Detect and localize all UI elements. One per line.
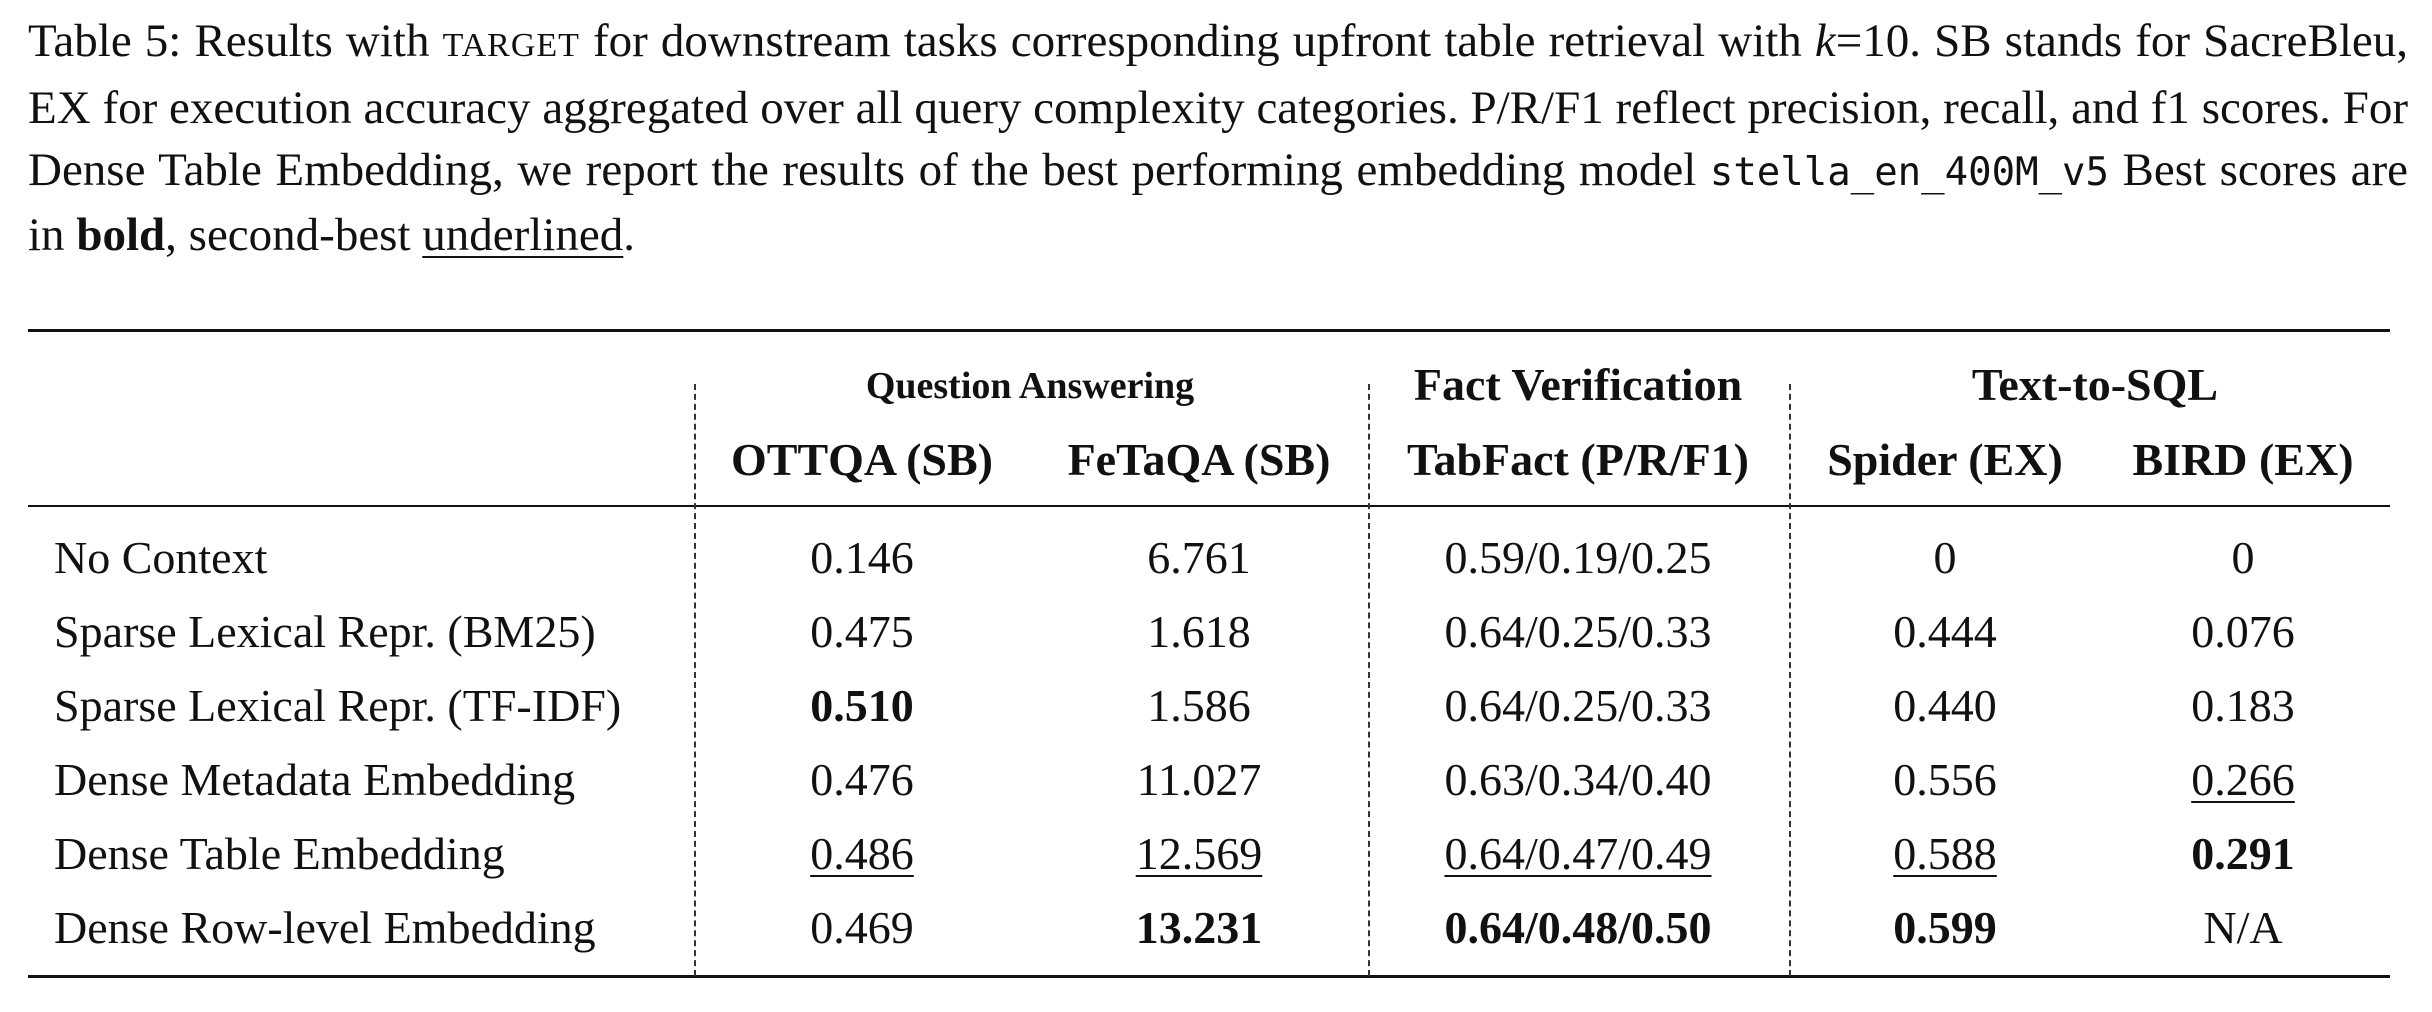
table-cell: 0.64/0.25/0.33 [1444,680,1712,731]
column-header: BIRD (EX) [2132,434,2354,485]
underlined-word: underlined [422,209,624,261]
caption-text-2: for downstream tasks corresponding upfront table retrieval with [579,15,1815,67]
row-label: Sparse Lexical Repr. (TF-IDF) [54,680,622,731]
column-header: OTTQA (SB) [730,434,994,485]
caption-text-6: . [623,209,636,261]
caption-text-1: Results with [181,15,443,67]
table-cell: 0 [1933,532,1957,583]
column-header: TabFact (P/R/F1) [1407,434,1749,485]
table-cell: 0.599 [1893,902,1997,953]
table-cell: 0.469 [810,902,914,953]
table-cell: 0.266 [2191,754,2295,805]
table-label: Table 5: [28,15,182,67]
column-header: Spider (EX) [1827,434,2063,485]
table-cell: 0.476 [810,754,914,805]
column-separator [694,384,696,976]
table-cell: 0.440 [1893,680,1997,731]
table-cell: 0.59/0.19/0.25 [1444,532,1712,583]
table-bottom-rule [28,975,2390,978]
row-label: Sparse Lexical Repr. (BM25) [54,606,596,657]
column-separator [1789,384,1791,976]
table-cell: 0.64/0.25/0.33 [1444,606,1712,657]
bold-word: bold [76,209,166,261]
table-header-rule [28,505,2390,507]
table-cell: N/A [2203,902,2283,953]
table-cell: 0.63/0.34/0.40 [1444,754,1712,805]
table-cell: 0.510 [810,680,914,731]
table-cell: 0.588 [1893,828,1997,879]
table-cell: 0.146 [810,532,914,583]
table-cell: 0.64/0.48/0.50 [1444,902,1712,953]
row-label: No Context [54,532,268,583]
table-cell: 1.586 [1147,680,1251,731]
model-name: stella_en_400M_v5 [1709,150,2110,195]
table-cell: 1.618 [1147,606,1251,657]
row-label: Dense Row-level Embedding [54,902,596,953]
table-cell: 0.486 [810,828,914,879]
caption-text-5: , second-best [165,209,423,261]
table-cell: 11.027 [1136,754,1262,805]
table-cell: 0.444 [1893,606,1997,657]
row-label: Dense Table Embedding [54,828,505,879]
table-top-rule [28,329,2390,332]
table-cell: 13.231 [1135,902,1263,953]
table-cell: 0.475 [810,606,914,657]
table-cell: 0.076 [2191,606,2295,657]
group-header-text-to-sql: Text-to-SQL [1971,359,2219,410]
table-cell: 0 [2231,532,2255,583]
target-name: TARGET [442,27,580,64]
table-cell: 12.569 [1135,828,1263,879]
table-cell: 0.183 [2191,680,2295,731]
column-header: FeTaQA (SB) [1067,434,1331,485]
caption-text-3: =10. SB stands for SacreBleu, EX for execution accuracy aggregated over all query complexity categories. P/R/F1 reflect precision, recall, and f1 scores. For Dense Table Embedding, we report the results of the best performing embedding model [28,15,2409,196]
table-cell: 6.761 [1147,532,1251,583]
table-cell: 0.291 [2191,828,2295,879]
group-header-question-answering: Question Answering [865,365,1195,407]
table-cell: 0.64/0.47/0.49 [1444,828,1712,879]
column-separator [1368,384,1370,976]
group-header-fact-verification: Fact Verification [1413,359,1743,410]
table-caption [28,10,2408,266]
table-cell: 0.556 [1893,754,1997,805]
k-variable: k [1814,15,1836,67]
row-label: Dense Metadata Embedding [54,754,576,805]
caption-text-4: Best scores are in [28,144,2408,261]
